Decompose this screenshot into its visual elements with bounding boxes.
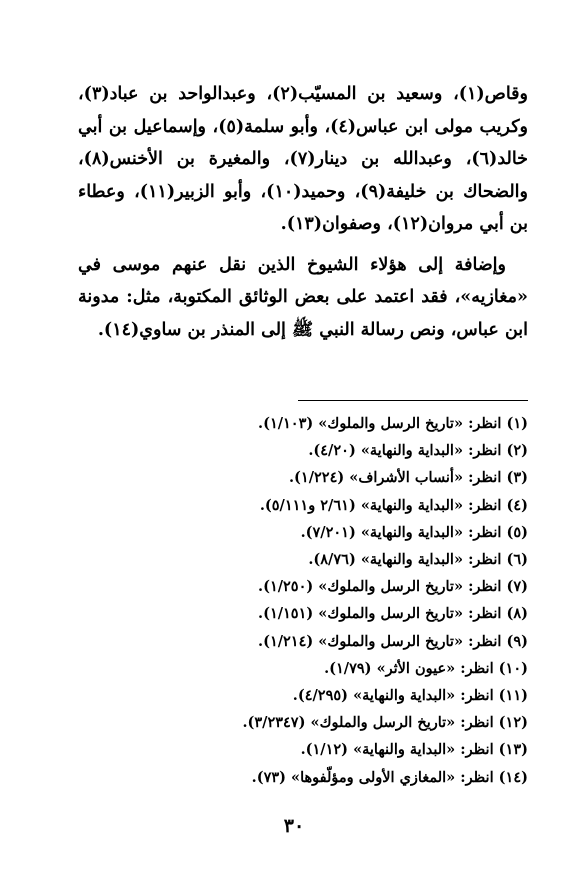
footnote-12: [68, 709, 528, 736]
footnote-text: انظر: «البداية والنهاية» (٤/٢٩٥).: [292, 687, 494, 705]
footnote-9: [68, 628, 528, 655]
footnote-number: (٨): [506, 605, 528, 623]
footnote-number: (١١): [498, 687, 528, 705]
footnote-text: انظر: «البداية والنهاية» (٧/٢٠١).: [300, 523, 502, 541]
footnote-11: [68, 682, 528, 709]
footnote-text: انظر: «تاريخ الرسل والملوك» (١/٢٥٠).: [258, 578, 502, 596]
footnote-14: [68, 764, 528, 791]
footnote-number: (٤): [506, 496, 528, 514]
footnote-text: انظر: «تاريخ الرسل والملوك» (١/١٠٣).: [258, 415, 502, 432]
footnote-2: [68, 437, 528, 464]
footnote-3: [68, 464, 528, 491]
footnote-number: (٥): [506, 523, 528, 541]
footnote-text: انظر: «البداية والنهاية» (١/١٢).: [300, 741, 494, 759]
footnotes-list: [68, 410, 528, 791]
footnote-number: (١): [506, 415, 528, 432]
footnote-number: (٦): [506, 551, 528, 569]
footnote-1: [68, 410, 528, 437]
footnote-text: انظر: «تاريخ الرسل والملوك» (١/١٥١).: [258, 605, 502, 623]
footnote-number: (١٤): [498, 768, 528, 786]
footnote-separator: [298, 400, 528, 401]
footnote-5: [68, 519, 528, 546]
footnote-text: انظر: «البداية والنهاية» (٤/٢٠).: [308, 442, 502, 460]
footnote-text: انظر: «تاريخ الرسل والملوك» (١/٢١٤).: [258, 632, 502, 650]
paragraph-2: وإضافة إلى هؤلاء الشيوخ الذين نقل عنهم موسى في «مغازيه»، فقد اعتمد على بعض الوثائق المكتوبة، مثل: مدونة ابن عباس، ونص رسالة النبي ﷺ إلى المنذر بن ساوي(١٤).: [78, 254, 528, 340]
footnote-8: [68, 600, 528, 627]
footnote-13: [68, 736, 528, 763]
footnote-number: (٣): [506, 469, 528, 487]
footnote-text: انظر: «البداية والنهاية» (٨/٧٦).: [308, 551, 502, 569]
footnote-number: (٧): [506, 578, 528, 596]
footnote-text: انظر: «عيون الأثر» (١/٧٩).: [324, 659, 494, 677]
page-number: ٣٠: [283, 815, 305, 837]
footnote-10: [68, 655, 528, 682]
footnote-text: انظر: «أنساب الأشراف» (١/٢٢٤).: [288, 469, 502, 487]
footnote-text: انظر: «المغازي الأولى ومؤلّفوها» (٧٣).: [251, 768, 494, 786]
footnote-text: انظر: «البداية والنهاية» (٢/٦١ و٥/١١١).: [259, 496, 502, 514]
footnote-text: انظر: «تاريخ الرسل والملوك» (٣/٢٣٤٧).: [242, 714, 494, 732]
footnote-6: [68, 546, 528, 573]
footnote-4: [68, 492, 528, 519]
footnote-number: (٩): [506, 632, 528, 650]
footnote-7: [68, 573, 528, 600]
paragraph-1: وقاص(١)، وسعيد بن المسيّب(٢)، وعبدالواحد بن عباد(٣)، وكريب مولى ابن عباس(٤)، وأبو سلمة(٥)، وإسماعيل بن أبي خالد(٦)، وعبدالله بن دينار(٧)، والمغيرة بن الأخنس(٨)، والضحاك بن خليفة(٩)، وحميد(١٠)، وأبو الزبير(١١)، وعطاء بن أبي مروان(١٢)، وصفوان(١٣).: [78, 84, 528, 234]
footnote-number: (١٢): [498, 714, 528, 732]
footnote-number: (٢): [506, 442, 528, 460]
footnote-number: (١٠): [498, 659, 528, 677]
footnote-number: (١٣): [498, 741, 528, 759]
main-text: [78, 78, 528, 346]
